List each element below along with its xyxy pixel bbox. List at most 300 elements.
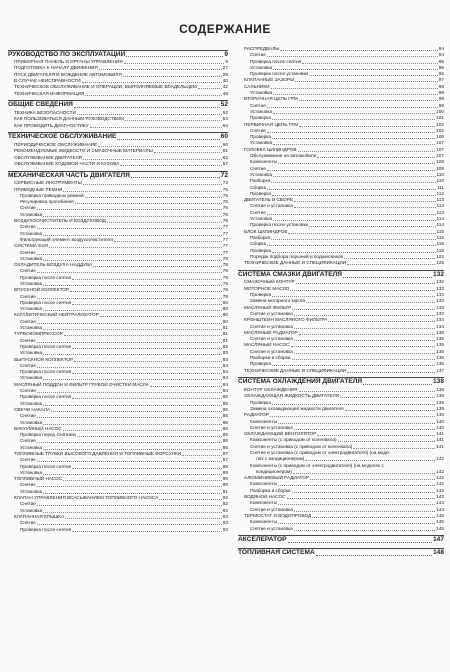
toc-entry-title: МАСЛЯНЫЙ ФИЛЬТР [244,304,292,310]
dot-leader [294,429,435,430]
toc-entry-title: Компоненты [250,519,278,525]
toc-entry[interactable] [238,526,444,532]
toc-page-number: 139 [436,399,444,405]
toc-entry-title: ПРИВОДНЫЕ РЕМНИ [14,186,63,192]
toc-entry[interactable] [8,527,228,533]
toc-page-number: 122 [436,253,444,259]
toc-section-heading[interactable] [238,377,444,387]
toc-entry-title: Снятие [250,102,266,108]
dot-leader [295,81,437,82]
toc-page-number: 140 [436,412,444,418]
toc-page-number: 85 [222,413,228,419]
dot-leader [344,258,435,259]
toc-entry-title: Снятие [20,438,36,444]
toc-page-number: 107 [436,140,444,146]
toc-entry-title: Компоненты (с приводом от электродвигателя) (на моделях с [250,462,384,468]
dot-leader [72,531,222,532]
dot-leader [63,430,222,431]
toc-entry-title: ПЕРИОДИЧЕСКОЕ ОБСЛУЖИВАНИЕ [14,141,98,147]
toc-entry-title: ОБЩИЕ СВЕДЕНИЯ [8,101,73,109]
toc-section-heading[interactable] [238,535,444,545]
toc-page-number: 81 [222,337,228,343]
toc-entry-title: СИСТЕМА EGR [14,243,49,249]
dot-leader [291,346,436,347]
dot-leader [317,435,435,436]
dot-leader [83,159,222,160]
toc-page-number: 141 [436,431,444,437]
dot-leader [43,310,222,311]
toc-page-number: 142 [436,468,444,474]
toc-entry-title: ПРИБОРНАЯ ПАНЕЛЬ И ОРГАНЫ УПРАВЛЕНИЯ [14,59,123,65]
toc-page-number: 142 [436,475,444,481]
toc-section-heading[interactable] [238,548,444,558]
toc-page-number: 114 [436,222,444,228]
toc-entry-title: Установка [20,400,43,406]
toc-entry-title: Установка [250,171,273,177]
toc-page-number: 106 [436,134,444,140]
toc-entry-title: КОНТУР ОХЛАЖДЕНИЯ [244,387,298,393]
toc-entry-title: кондиционером) [256,468,292,474]
toc-page-number: 110 [436,178,444,184]
toc-page-number: 138 [432,378,444,386]
dot-leader [154,152,222,153]
toc-entry-title: Порядок подбора поршней и подшипников [250,253,344,259]
toc-entry-title: Снятие и установка [250,203,293,209]
toc-page-number: 147 [432,536,444,544]
toc-page-number: 85 [222,400,228,406]
dot-leader [299,100,438,101]
toc-entry-title: Снятие [250,52,266,58]
toc-entry-title: РАДИАТОР [244,412,269,418]
toc-entry-title: ВТОРИЧНАЯ ЦЕПЬ ГРМ [244,96,298,102]
toc-entry-title: Снятие [20,249,36,255]
toc-entry-title: Установка [250,90,273,96]
toc-entry-title: Установка [20,507,43,513]
toc-entry-title: Установка [250,216,273,222]
dot-leader [294,340,435,341]
toc-page-number: 62 [222,154,228,160]
toc-page-number: 90 [222,482,228,488]
toc-entry-title: Проверка [250,190,271,196]
toc-entry-title: Снятие [20,268,36,274]
toc-page-number: 142 [436,487,444,493]
toc-section-heading[interactable] [8,171,228,181]
dot-leader [272,404,435,405]
toc-entry[interactable] [8,91,228,97]
dot-leader [49,247,221,248]
toc-page-number: 141 [436,443,444,449]
dot-leader [37,228,222,229]
toc-entry-title: КАТАЛИТИЧЕСКИЙ НЕЙТРАЛИЗАТОР [14,312,99,318]
dot-leader [37,298,222,299]
toc-page-number: 133 [436,292,444,298]
dot-leader [363,384,432,385]
dot-leader [74,361,222,362]
toc-entry-title: КРОНШТЕЙН МАСЛЯНОГО ФИЛЬТРА [244,317,328,323]
toc-page-number: 132 [436,279,444,285]
toc-page-number: 77 [222,224,228,230]
toc-entry[interactable] [8,161,228,167]
dot-leader [292,492,436,493]
dot-leader [343,277,432,278]
toc-page-number: 84 [222,375,228,381]
toc-entry-title: МАСЛЯНЫЙ ПОДДОН И ФИЛЬТР ГРУБОЙ ОЧИСТКИ МАСЛА [14,381,149,387]
toc-entry-title: Установка [20,306,43,312]
toc-entry-title: КЛАПАННАЯ КРЫШКА [14,513,65,519]
toc-entry-title: Снятие [250,165,266,171]
toc-entry-title: РАСПРЕДВАЛЫ [244,46,280,51]
toc-page-number: 82 [222,343,228,349]
toc-page-number: 134 [436,323,444,329]
toc-entry-title: Разборка [250,178,271,184]
dot-leader [345,410,435,411]
toc-entry-title: Замена моторного масла [250,298,306,304]
dot-leader [312,517,435,518]
toc-entry-title: Установка [20,230,43,236]
toc-entry-title: ВОДЯНОЙ НАСОС [244,494,286,500]
toc-page-number: 75 [222,186,228,192]
dot-leader [159,499,221,500]
toc-page-number: 137 [436,367,444,373]
toc-page-number: 27 [222,65,228,71]
dot-leader [37,342,222,343]
toc-page-number: 142 [436,456,444,462]
toc-page-number: 133 [436,310,444,316]
toc-page-number: 144 [436,506,444,512]
toc-page-number: 133 [436,304,444,310]
toc-entry-title: Компоненты [250,159,278,165]
toc-entry-title: Снятие и установка [250,506,293,512]
toc-entry-title: Установка [20,419,43,425]
toc-page-number: 52 [220,101,228,109]
dot-leader [267,132,435,133]
toc-page-number: 112 [436,190,444,196]
toc-entry-title: АЛЮМИНИЕВЫЙ РАДИАТОР [244,475,309,481]
toc-page-number: 93 [222,520,228,526]
toc-entry-title: Снятие [20,457,36,463]
toc-entry-title: ТОПЛИВНЫЙ НАСОС [14,476,63,482]
toc-page-number: 132 [432,270,444,278]
dot-leader [51,411,222,412]
dot-leader [305,460,435,461]
dot-leader [114,241,222,242]
toc-page-number: 109 [436,165,444,171]
toc-page-number: 92 [222,507,228,513]
dot-leader [43,449,222,450]
toc-page-number: 67 [222,160,228,166]
toc-page-number: 87 [222,457,228,463]
toc-entry-title: Снятие и установка [250,348,293,354]
dot-leader [85,197,222,198]
dot-leader [65,518,222,519]
dot-leader [267,56,438,57]
dot-leader [271,182,435,183]
toc-entry-title: СЕРВИСНЫЕ ИНСТРУМЕНТЫ [14,180,82,186]
toc-page-number: 97 [438,77,444,83]
dot-leader [270,416,435,417]
toc-entry-title: Разборка и сборка [250,487,291,493]
toc-entry-title: Проверка [250,134,271,140]
dot-leader [328,321,435,322]
toc-page-number: 107 [436,146,444,152]
dot-leader [85,95,221,96]
toc-page-number: 93 [222,513,228,519]
dot-leader [43,512,222,513]
toc-page-number: 85 [222,406,228,412]
toc-page-number: 76 [222,211,228,217]
toc-section-heading[interactable] [8,50,228,60]
dot-leader [267,170,435,171]
dot-leader [271,88,438,89]
toc-page-number: 141 [436,437,444,443]
toc-entry-title: Разборка [250,234,271,240]
toc-page-number: 60 [220,133,228,141]
toc-entry-title: Снятие [20,318,36,324]
toc-entry-title: Снятие и установка [250,323,293,329]
toc-page-number: 28 [222,71,228,77]
toc-entry-title: Снятие [20,362,36,368]
toc-page-number: 81 [222,325,228,331]
dot-leader [37,209,222,210]
toc-page-number: 108 [436,159,444,165]
toc-entry-title: ТУРБОКОМПРЕССОР [14,331,63,337]
dot-leader [309,226,435,227]
toc-page-number: 85 [222,394,228,400]
toc-page-number: 135 [436,348,444,354]
dot-leader [310,479,435,480]
toc-page-number: 99 [438,102,444,108]
toc-page-number: 110 [436,171,444,177]
toc-page-number: 80 [222,299,228,305]
toc-page-number: 102 [436,121,444,127]
toc-entry-title: Снятие [20,205,36,211]
toc-entry-title: Компоненты [250,500,278,506]
toc-entry-title: Снятие [20,224,36,230]
toc-entry-title: Проверка после снятия [20,463,72,469]
toc-page-number: 94 [438,46,444,51]
dot-leader [83,184,222,185]
toc-page-number: 118 [436,247,444,253]
toc-page-number: 80 [222,312,228,318]
toc-entry-title: Проверка [250,292,271,298]
dot-leader [299,391,436,392]
dot-leader [125,120,222,121]
toc-entry-title: Установка [20,350,43,356]
toc-entry-title: Снятие и установка [250,336,293,342]
toc-entry-title: МАСЛЯНЫЙ НАСОС [244,342,290,348]
toc-entry-title: АКСЕЛЕРАТОР [238,536,287,544]
dot-leader [74,107,220,108]
toc-page-number: 142 [436,481,444,487]
toc-entry-title: В СЛУЧАЕ НЕИСПРАВНОСТИ [14,77,81,83]
toc-page-number: 107 [436,153,444,159]
dot-leader [43,474,222,475]
toc-page-number: 100 [436,108,444,114]
toc-page-number: 84 [222,381,228,387]
dot-leader [353,448,435,449]
toc-entry-title: Проверка [250,361,271,367]
toc-page-number: 72 [222,180,228,186]
toc-page-number: 98 [438,83,444,89]
toc-page-number: 86 [222,419,228,425]
toc-page-number: 92 [222,495,228,501]
toc-right-column [238,46,444,558]
dot-leader [338,441,436,442]
dot-leader [63,191,221,192]
toc-page-number: 87 [222,451,228,456]
toc-entry-title: Установка [20,255,43,261]
dot-leader [272,252,436,253]
dot-leader [273,69,438,70]
toc-entry[interactable] [8,123,228,129]
toc-entry-title: Проверка после установки [250,222,309,228]
dot-leader [294,511,435,512]
dot-leader [293,473,435,474]
toc-page-number: 84 [222,362,228,368]
toc-page-number: 84 [222,388,228,394]
dot-leader [72,279,222,280]
toc-page-number: 96 [438,71,444,77]
toc-entry-title: Сборка [250,184,267,190]
toc-entry-title: Компоненты (с приводом от коленвала) [250,437,337,443]
toc-left-column [8,46,228,533]
dot-leader [43,424,222,425]
toc-page-number: 145 [436,519,444,525]
toc-entry-title: ОХЛАЖДАЮЩИЙ ВЕНТИЛЯТОР [244,431,317,437]
toc-entry-title: САЛЬНИКИ [244,83,270,89]
toc-entry-title: лях с кондиционером) [256,456,305,462]
toc-entry-title: Замена охлаждающей жидкости двигателя [250,405,344,411]
toc-page-number: 52 [222,109,228,115]
toc-page-number: 115 [436,228,444,234]
dot-leader [70,291,222,292]
toc-entry-title: СВЕЧИ НАКАЛА [14,406,51,412]
dot-leader [273,113,435,114]
dot-leader [302,63,438,64]
dot-leader [288,542,432,543]
toc-entry-title: СМАЗОЧНЫЙ КОНТУР [244,279,295,285]
toc-page-number: 99 [438,96,444,102]
dot-leader [37,505,222,506]
toc-page-number: 60 [222,141,228,147]
toc-page-number: 145 [436,512,444,518]
toc-page-number: 145 [436,525,444,531]
toc-entry-title: Компоненты [250,418,278,424]
toc-entry-title: Проверка после снятия [20,343,72,349]
toc-page-number: 139 [436,393,444,399]
toc-page-number: 96 [438,64,444,70]
toc-page-number: 86 [222,444,228,450]
dot-leader [272,138,435,139]
toc-entry-title: Компоненты [250,481,278,487]
toc-section-heading[interactable] [8,100,228,110]
toc-entry-title: Установка [20,211,43,217]
toc-entry-title: Установка [20,280,43,286]
dot-leader [299,126,435,127]
dot-leader [296,283,436,284]
toc-page-number: 40 [222,77,228,83]
toc-page-number: 53 [222,116,228,122]
toc-page-number: 78 [222,268,228,274]
dot-leader [98,146,222,147]
dot-leader [272,195,436,196]
toc-entry-title: Снятие [20,413,36,419]
dot-leader [294,207,436,208]
dot-leader [340,397,435,398]
toc-page-number: 135 [436,342,444,348]
toc-entry-title: МОТОРНОЕ МАСЛО [244,285,290,291]
dot-leader [43,260,222,261]
toc-entry-title: Обслуживание на автомобиле [250,153,317,159]
toc-page-number: 111 [436,184,444,190]
toc-page-number: 75 [222,199,228,205]
dot-leader [82,82,222,83]
toc-page-number: 92 [222,501,228,507]
dot-leader [120,165,221,166]
toc-section-heading[interactable] [8,132,228,142]
toc-page-number: 9 [224,50,228,58]
toc-entry-title: ТЕХНИЧЕСКИЕ ДАННЫЕ И СПЕЦИФИКАЦИИ [244,260,347,266]
toc-entry[interactable] [238,368,444,374]
toc-entry-title: РЕКОМЕНДУЕМЫЕ ЖИДКОСТИ И СМАЗОЧНЫЕ МАТЕРИАЛЫ [14,148,153,154]
toc-page-number: 42 [222,84,228,90]
toc-entry-title: Проверка после снятия [20,394,72,400]
dot-leader [37,392,222,393]
toc-entry-title: ПУСК ДВИГАТЕЛЯ И ВОЖДЕНИЕ АВТОМОБИЛЯ [14,71,122,77]
dot-leader [37,254,222,255]
toc-entry-title: Снятие и установка (с приводом от коленвала) [250,443,353,449]
dot-leader [77,436,222,437]
toc-entry[interactable] [238,260,444,266]
dot-leader [273,220,435,221]
dot-leader [347,264,435,265]
toc-page-number: 75 [222,192,228,198]
toc-page-number: 90 [222,476,228,482]
toc-entry-title: Проверка перед Снятием [20,432,76,438]
toc-page-number: 135 [436,336,444,342]
toc-page-number: 134 [436,317,444,323]
toc-page-number: 116 [436,241,444,247]
toc-page-number: 133 [436,285,444,291]
toc-entry-title: Установка [250,64,273,70]
dot-leader [37,323,222,324]
dot-leader [72,468,222,469]
toc-page-number: 79 [222,293,228,299]
toc-entry-title: Установка [20,325,43,331]
toc-entry-title: ТЕХНИЧЕСКОЕ ОБСЛУЖИВАНИЕ И ОПЕРАЦИИ, ВЫПОЛНЯЕМЫЕ ВЛАДЕЛЬЦЕМ [14,84,197,90]
toc-entry-title: ОБСЛУЖИВАНИЕ ХОДОВОЙ ЧАСТИ И КУЗОВА [14,160,120,166]
toc-entry-title: Разборка и сборка [250,355,291,361]
toc-entry-title: Снятие [20,482,36,488]
dot-leader [290,290,435,291]
toc-entry-title: ВЫПУСКНОЙ КОЛЛЕКТОР [14,356,74,362]
dot-leader [99,69,222,70]
dot-leader [278,423,435,424]
toc-page-number: 72 [220,171,228,179]
toc-entry-title: Снятие и установка [250,424,293,430]
toc-section-heading[interactable] [238,270,444,280]
toc-entry-title: КЛАПАННЫЕ ЗАЗОРЫ [244,77,295,83]
toc-page-number: 84 [222,369,228,375]
toc-entry-title: Снятие [20,293,36,299]
toc-entry-title: Снятие [250,127,266,133]
toc-entry-title: ДВИГАТЕЛЬ В СБОРЕ [244,197,293,203]
dot-leader [43,405,222,406]
toc-page-number: 88 [222,463,228,469]
toc-entry-title: Проверка [250,115,271,121]
toc-entry-title: Снятие [20,501,36,507]
dot-leader [37,524,222,525]
